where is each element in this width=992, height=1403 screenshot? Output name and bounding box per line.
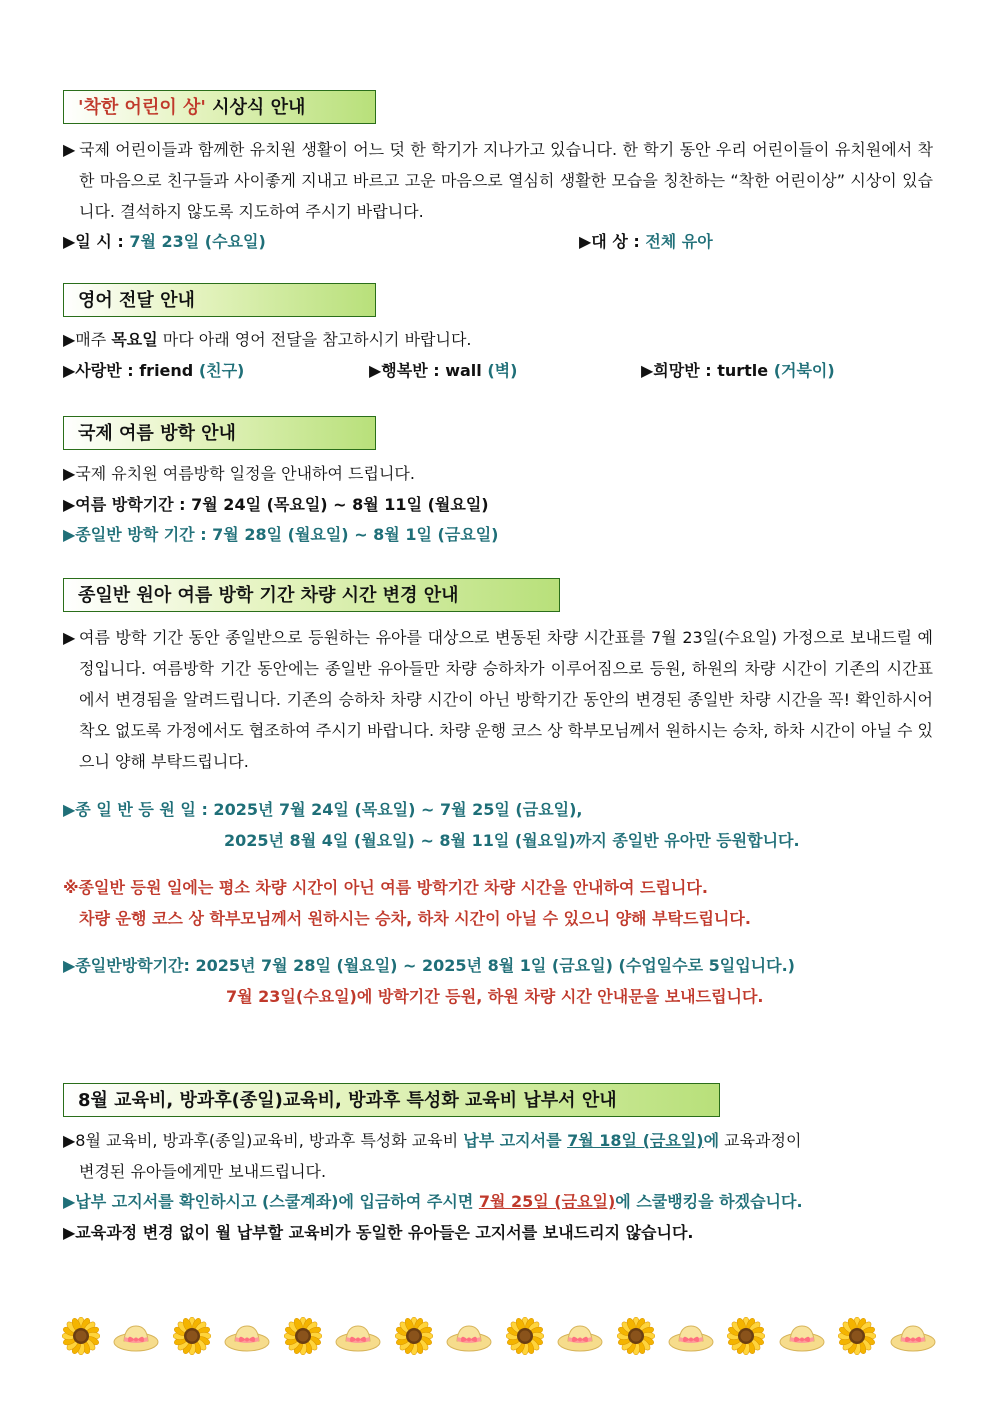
section-heading: 종일반 원아 여름 방학 기간 차량 시간 변경 안내 [63, 578, 560, 612]
sunflower-icon [62, 1317, 100, 1359]
tuition-rest: 교육과정이 [719, 1131, 802, 1150]
vacation-intro: ▶국제 유치원 여름방학 일정을 안내하여 드립니다. [63, 464, 415, 483]
banking-rest: 에 스쿨뱅킹을 하겠습니다. [615, 1192, 803, 1211]
attendance-days-line2: 2025년 8월 4일 (월요일) ~ 8월 11일 (월요일)까지 종일반 유아만 등원합니다. [224, 830, 800, 850]
decorative-footer [62, 1318, 937, 1358]
section-award-ceremony [63, 90, 933, 257]
section-heading: 영어 전달 안내 [63, 283, 376, 317]
sunflower-icon [173, 1317, 211, 1359]
notice-line2: 차량 운행 코스 상 학부모님께서 원하시는 승차, 하차 시간이 아닐 수 있으니 양해 부탁드립니다. [79, 908, 751, 928]
straw-hat-icon [334, 1318, 382, 1358]
vacation-period: ▶여름 방학기간 : 7월 24일 (목요일) ~ 8월 11일 (월요일) [63, 494, 489, 514]
class-happy-word [369, 356, 517, 387]
bus-paragraph [63, 622, 933, 777]
sunflower-icon [395, 1317, 433, 1359]
bullet-marker: ▶ [63, 140, 76, 159]
date-value: 7월 23일 (수요일) [129, 232, 266, 251]
tuition-line4: ▶교육과정 변경 없이 월 납부할 교육비가 동일한 유아들은 고지서를 보내드리지 않습니다. [63, 1222, 694, 1242]
straw-hat-icon [778, 1318, 826, 1358]
class-love-word [63, 356, 244, 387]
bill-label: 납부 고지서를 [463, 1131, 568, 1150]
sunflower-icon [506, 1317, 544, 1359]
section-summer-vacation [63, 416, 933, 551]
sunflower-icon [284, 1317, 322, 1359]
sunflower-icon [727, 1317, 765, 1359]
word-translation: (거북이) [773, 360, 835, 380]
target-value: 전체 유아 [645, 232, 713, 251]
straw-hat-icon [445, 1318, 493, 1358]
bus-text: 여름 방학 기간 동안 종일반으로 등원하는 유아를 대상으로 변동된 차량 시간표를 7월 23일(수요일) 가정으로 보내드릴 예정입니다. 여름방학 기간 동안에는 종일반 유아들만 차량 승하차가 이루어짐으로 등원, 하원의 차량 시간이 기존의 시간표에서 변경됨을 알려드립니다. 기존의 승하차 차량 시간이 아닌 방학기간 동안의 변경된 종일반 차량 시간을 꼭! 확인하시어 착오 없도록 가정에서도 협조하여 주시기 바랍니다. 차량 운행 코스 상 학부모님께서 원하시는 승차, 하차 시간이 아닐 수 있으니 양해 부탁드립니다. [79, 628, 933, 771]
intro-rest: 마다 아래 영어 전달을 참고하시기 바랍니다. [157, 330, 472, 349]
section-heading: 국제 여름 방학 안내 [63, 416, 376, 450]
notice-line1: ※종일반 등원 일에는 평소 차량 시간이 아닌 여름 방학기간 차량 시간을 안내하여 드립니다. [63, 878, 708, 897]
section-english-words [63, 283, 933, 386]
section-heading [63, 90, 376, 124]
fullday-vacation-line2: 7월 23일(수요일)에 방학기간 등원, 하원 차량 시간 안내문을 보내드립니다. [226, 986, 764, 1006]
target-item [579, 227, 713, 258]
tuition-line2: 변경된 유아들에게만 보내드립니다. [79, 1161, 327, 1181]
heading-highlight: '착한 어린이 상' [78, 97, 206, 118]
straw-hat-icon [889, 1318, 937, 1358]
section-tuition-bill [63, 1083, 933, 1248]
award-paragraph [63, 134, 933, 227]
intro-day: 목요일 [111, 330, 158, 349]
english-intro [63, 325, 933, 356]
word-label: ▶사랑반 : friend [63, 360, 199, 380]
bullet-marker: ▶ [63, 628, 76, 647]
bill-suffix: 에 [703, 1131, 720, 1150]
target-label: ▶대 상 : [579, 232, 646, 251]
deposit-text: ▶납부 고지서를 확인하시고 (스쿨계좌)에 입금하여 주시면 [63, 1192, 479, 1211]
sunflower-icon [838, 1317, 876, 1359]
class-hope-word [641, 356, 835, 387]
word-translation: (친구) [198, 360, 245, 380]
straw-hat-icon [112, 1318, 160, 1358]
straw-hat-icon [556, 1318, 604, 1358]
date-item [63, 227, 266, 258]
straw-hat-icon [223, 1318, 271, 1358]
english-words-row [63, 356, 933, 386]
attendance-days-line1: ▶종 일 반 등 원 일 : 2025년 7월 24일 (목요일) ~ 7월 25일 (금요일), [63, 800, 583, 819]
heading-text: 시상식 안내 [205, 97, 306, 118]
tuition-line1 [63, 1126, 933, 1157]
tuition-line3 [63, 1187, 933, 1218]
award-text: 국제 어린이들과 함께한 유치원 생활이 어느 덧 한 학기가 지나가고 있습니다. 한 학기 동안 우리 어린이들이 유치원에서 착한 마음으로 친구들과 사이좋게 지내고 바르고 고운 마음으로 열심히 생활한 모습을 칭찬하는 “착한 어린이상” 시상이 있습니다. 결석하지 않도록 지도하여 주시기 바랍니다. [79, 140, 933, 221]
straw-hat-icon [667, 1318, 715, 1358]
sunflower-icon [617, 1317, 655, 1359]
word-label: ▶행복반 : wall [369, 360, 488, 380]
date-label: ▶일 시 : [63, 232, 130, 251]
fullday-vacation-period: ▶종일반 방학 기간 : 7월 28일 (월요일) ~ 8월 1일 (금요일) [63, 525, 499, 544]
bill-date: 7월 18일 (금요일) [567, 1131, 704, 1150]
intro-text: ▶매주 [63, 330, 112, 349]
banking-date: 7월 25일 (금요일) [478, 1192, 616, 1211]
word-translation: (벽) [487, 360, 518, 380]
section-heading: 8월 교육비, 방과후(종일)교육비, 방과후 특성화 교육비 납부서 안내 [63, 1083, 720, 1117]
word-label: ▶희망반 : turtle [641, 360, 774, 380]
fullday-vacation-line1: ▶종일반방학기간: 2025년 7월 28일 (월요일) ~ 2025년 8월 1일 (금요일) (수업일수로 5일입니다.) [63, 956, 795, 975]
award-details-row [63, 227, 933, 257]
tuition-text: ▶8월 교육비, 방과후(종일)교육비, 방과후 특성화 교육비 [63, 1131, 464, 1150]
section-bus-schedule [63, 578, 933, 1012]
